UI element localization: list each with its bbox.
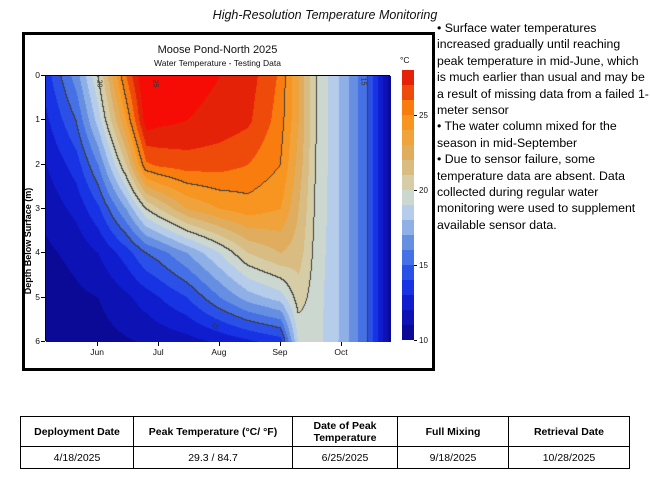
- contour-plot: [45, 75, 390, 341]
- colorbar-tick-label: 15: [419, 261, 428, 270]
- colorbar-band: [402, 100, 414, 115]
- table-value-cell: 10/28/2025: [509, 447, 630, 469]
- colorbar-band: [402, 160, 414, 175]
- summary-table: [20, 416, 630, 469]
- colorbar-band: [402, 145, 414, 160]
- y-tick-mark: [41, 119, 45, 120]
- x-tick-mark: [341, 342, 342, 346]
- colorbar-band: [402, 280, 414, 295]
- x-tick-mark: [280, 342, 281, 346]
- contour-level-label: 15: [209, 321, 221, 333]
- contour-level-label: 20: [95, 79, 103, 88]
- colorbar-band: [402, 190, 414, 205]
- temperature-heatmap-canvas: [46, 76, 391, 342]
- x-tick-mark: [158, 342, 159, 346]
- table-value-cell: 9/18/2025: [398, 447, 509, 469]
- y-tick-mark: [41, 164, 45, 165]
- colorbar-band: [402, 205, 414, 220]
- y-tick-label: 6: [35, 336, 40, 346]
- colorbar-band: [402, 85, 414, 100]
- y-tick-mark: [41, 341, 45, 342]
- table-value-cell: 29.3 / 84.7: [134, 447, 293, 469]
- y-tick-label: 1: [35, 114, 40, 125]
- table-header-cell: Date of Peak Temperature: [293, 417, 398, 447]
- colorbar-band: [402, 130, 414, 145]
- y-tick-label: 0: [35, 70, 40, 80]
- y-tick-mark: [41, 252, 45, 253]
- colorbar-tick-label: 10: [419, 336, 428, 345]
- colorbar-band: [402, 70, 414, 85]
- colorbar-band: [402, 310, 414, 325]
- y-tick-mark: [41, 208, 45, 209]
- colorbar-tick-mark: [414, 340, 417, 341]
- contour-level-label: 15: [359, 77, 367, 86]
- y-tick-label: 5: [35, 291, 40, 302]
- y-axis-label: Depth Below Surface (m): [23, 187, 33, 295]
- colorbar-band: [402, 325, 414, 340]
- table-header-cell: Retrieval Date: [509, 417, 630, 447]
- x-tick-label: Sep: [272, 347, 288, 357]
- y-tick-label: 4: [35, 247, 40, 258]
- table-row: [21, 447, 630, 469]
- colorbar-band: [402, 295, 414, 310]
- colorbar-tick-mark: [414, 190, 417, 191]
- note-bullet: • Surface water temperatures increased gradually until reaching peak temperature in mid-June, which is much earlier than usual and may be a result of missing data from a failed 1-meter sensor: [437, 21, 649, 118]
- y-tick-mark: [41, 297, 45, 298]
- note-bullet: • The water column mixed for the season in mid-September: [437, 119, 617, 150]
- colorbar-tick-label: 25: [419, 111, 428, 120]
- table-header-cell: Full Mixing: [398, 417, 509, 447]
- colorbar-band: [402, 265, 414, 280]
- colorbar-tick-mark: [414, 265, 417, 266]
- colorbar-tick-mark: [414, 115, 417, 116]
- table-row: [21, 417, 630, 447]
- y-tick-label: 3: [35, 203, 40, 213]
- colorbar-band: [402, 115, 414, 130]
- colorbar-band: [402, 250, 414, 265]
- x-tick-mark: [219, 342, 220, 346]
- table-header-cell: Deployment Date: [21, 417, 134, 447]
- x-tick-label: Oct: [334, 347, 348, 357]
- x-tick-label: Jul: [152, 347, 164, 357]
- note-bullet: • Due to sensor failure, some temperature data are absent. Data collected during regular water monitoring were used to supplement available sensor data.: [437, 152, 636, 232]
- x-tick-label: Aug: [211, 347, 227, 357]
- contour-level-label: 25: [151, 79, 159, 88]
- notes-panel: [437, 20, 650, 233]
- table-value-cell: 6/25/2025: [293, 447, 398, 469]
- chart-title: Moose Pond-North 2025: [157, 44, 278, 56]
- x-tick-mark: [97, 342, 98, 346]
- colorbar: [402, 70, 414, 340]
- colorbar-unit-label: °C: [400, 55, 410, 65]
- chart-subtitle: Water Temperature - Testing Data: [154, 58, 281, 68]
- y-tick-label: 2: [35, 158, 40, 169]
- colorbar-tick-label: 20: [419, 186, 428, 195]
- y-tick-mark: [41, 75, 45, 76]
- x-tick-label: Jun: [90, 347, 104, 357]
- colorbar-band: [402, 175, 414, 190]
- colorbar-band: [402, 220, 414, 235]
- colorbar-band: [402, 235, 414, 250]
- table-header-cell: Peak Temperature (°C/ °F): [134, 417, 293, 447]
- page-title: High-Resolution Temperature Monitoring: [212, 8, 438, 22]
- table-value-cell: 4/18/2025: [21, 447, 134, 469]
